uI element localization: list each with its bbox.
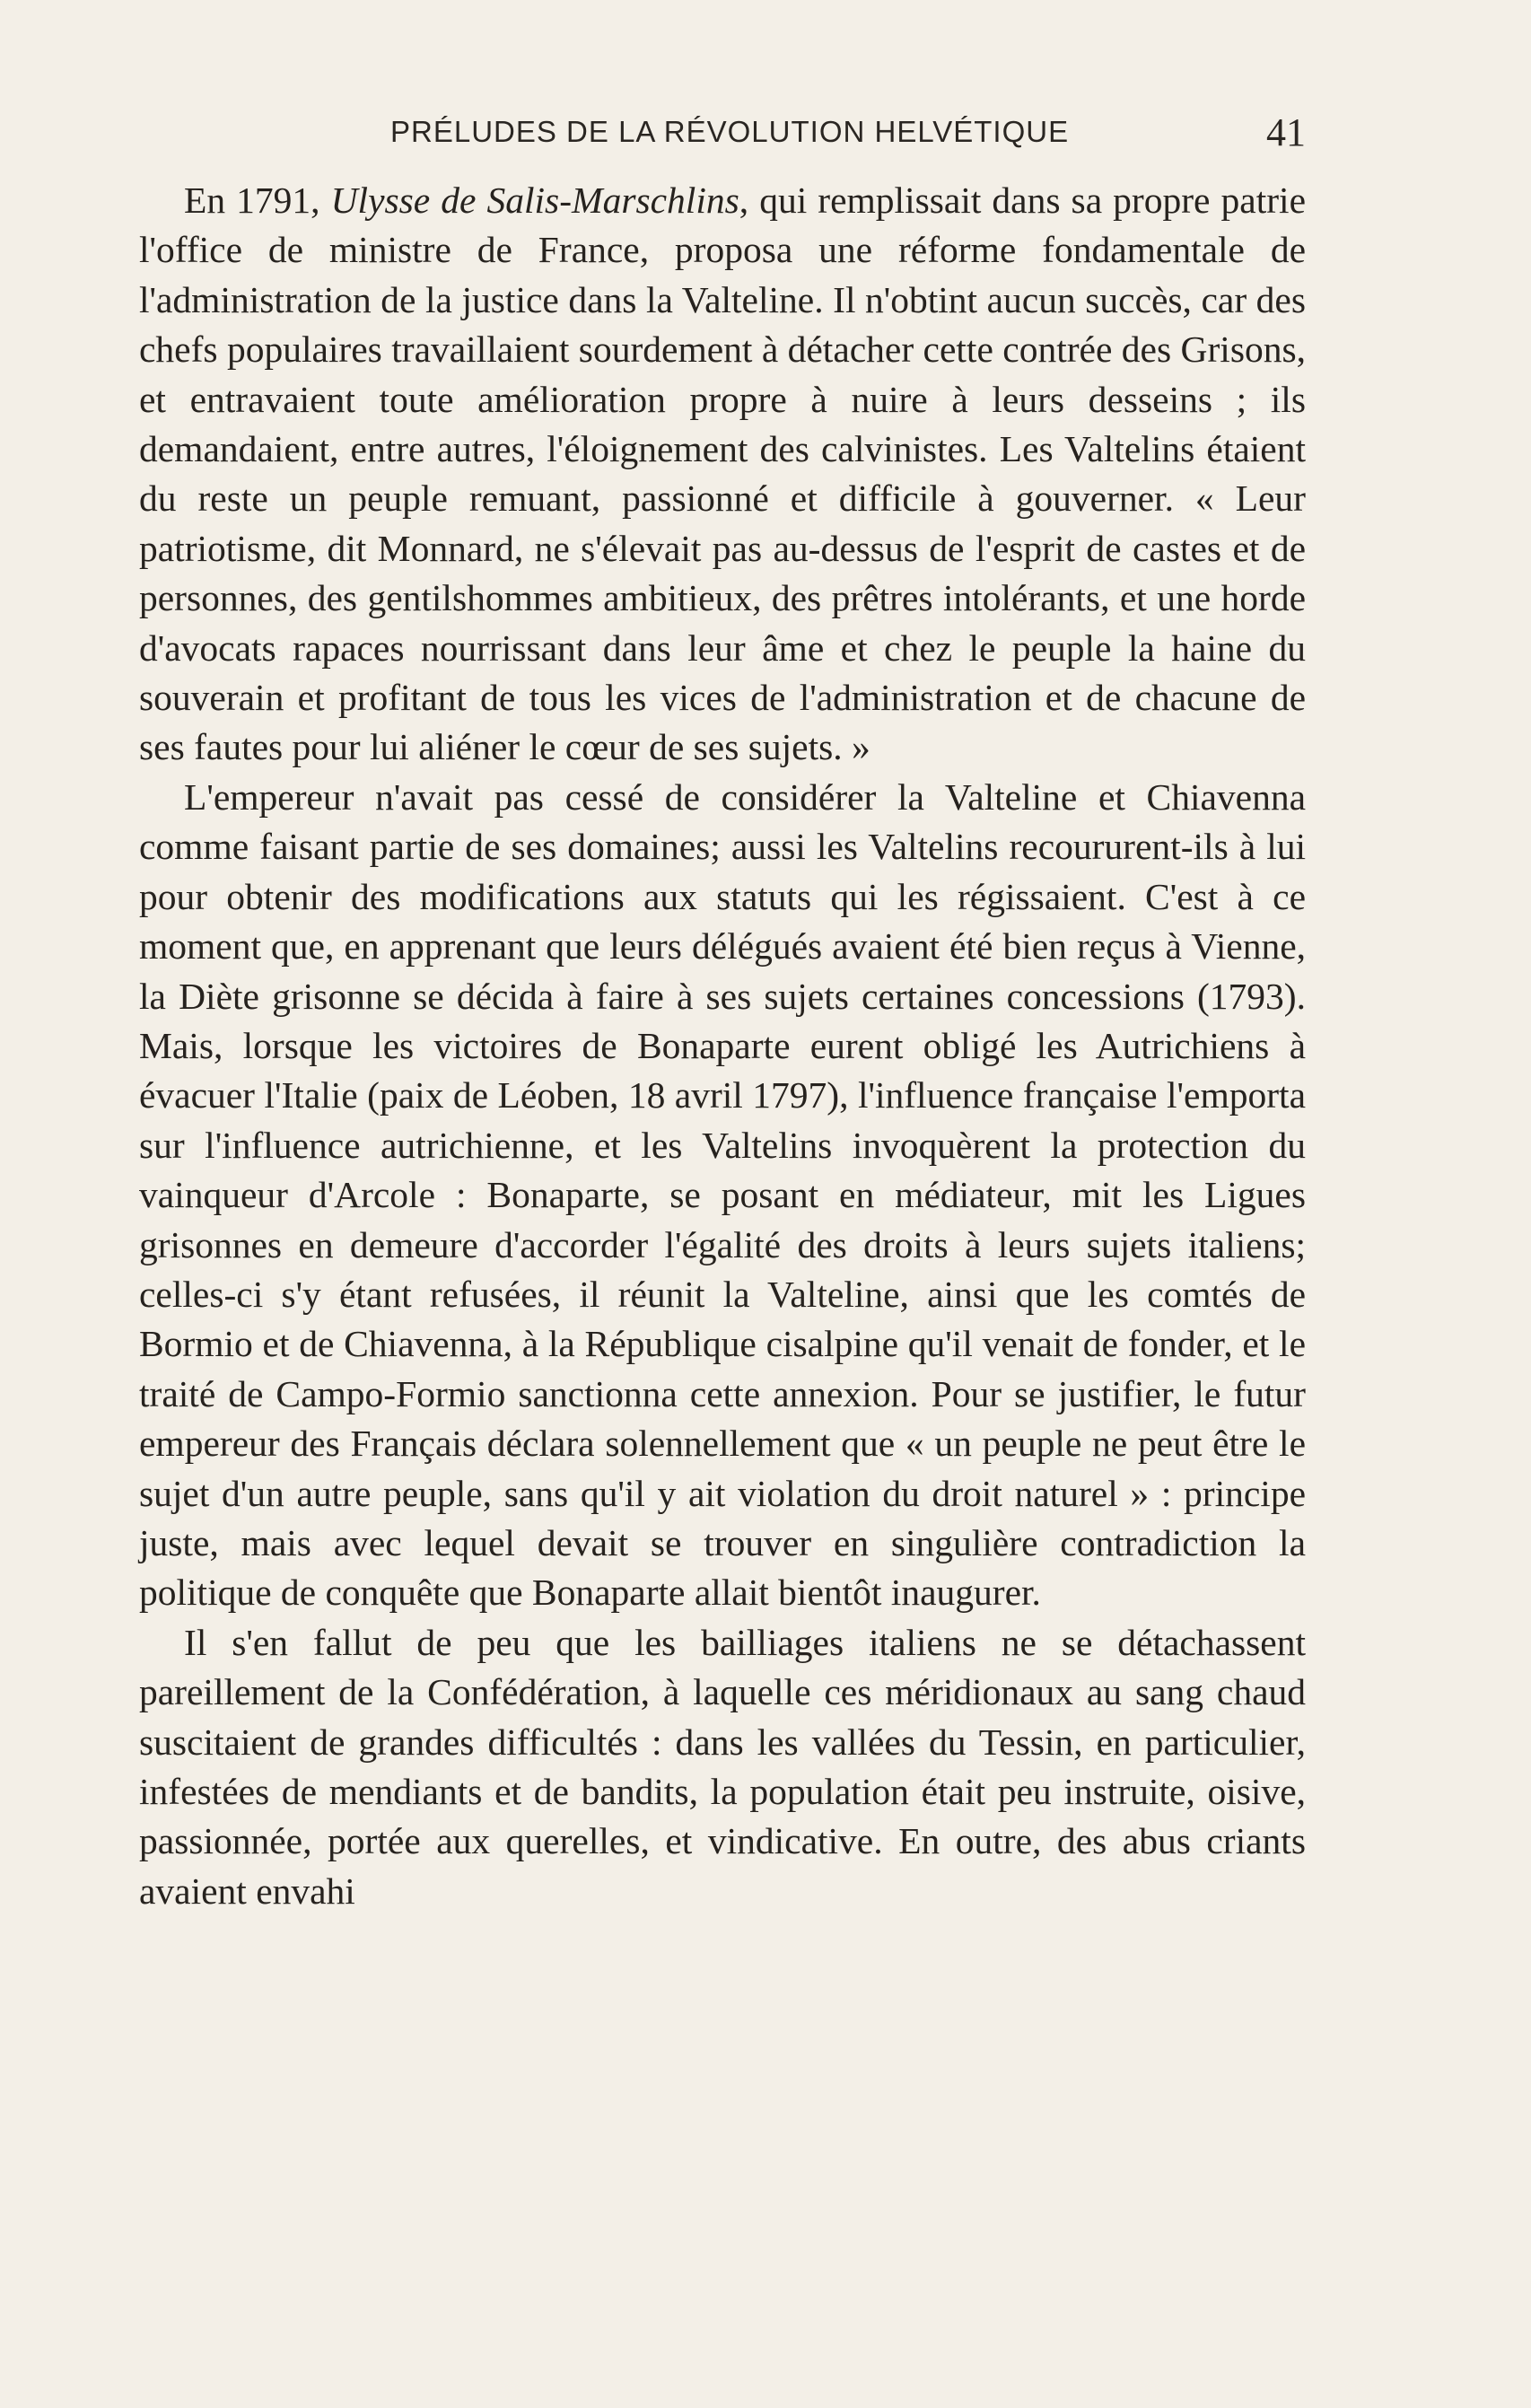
paragraph-3: Il s'en fallut de peu que les bailliages italiens ne se détachassent pareillement de la Confédération, à laquelle ces méridionaux au sang chaud suscitaient de grandes difficultés : dans les vallées du Tessin, en particulier, infestées de mendiants et de bandits, la population était peu instruite, oisive, passionnée, portée aux querelles, et vindicative. En outre, des abus criants avaient envahi: [139, 1621, 1306, 1912]
page-number: 41: [1266, 110, 1306, 154]
running-title: PRÉLUDES DE LA RÉVOLUTION HELVÉTIQUE: [390, 115, 1070, 148]
body-text: [139, 176, 1306, 1916]
person-name: Ulysse de Salis-Marschlins: [330, 180, 739, 221]
book-page: [139, 0, 1306, 2408]
paragraph-1-text: , qui remplissait dans sa propre patrie l'office de ministre de France, proposa une réforme fondamentale de l'administration de la justice dans la Valteline. Il n'obtint aucun succès, car des chefs populaires travaillaient sourdement à détacher cette contrée des Grisons, et entravaient toute amélioration propre à nuire à leurs desseins ; ils demandaient, entre autres, l'éloignement des calvinistes. Les Valtelins étaient du reste un peuple remuant, passionné et difficile à gouverner. « Leur patriotisme, dit Monnard, ne s'élevait pas au-dessus de l'esprit de castes et de personnes, des gentilshommes ambitieux, des prêtres intolérants, et une horde d'avocats rapaces nourrissant dans leur âme et chez le peuple la haine du souverain et profitant de tous les vices de l'administration et de chacune de ses fautes pour lui aliéner le cœur de ses sujets. »: [139, 180, 1306, 768]
paragraph-2: L'empereur n'avait pas cessé de considérer la Valteline et Chiavenna comme faisant partie de ses domaines; aussi les Valtelins recoururent-ils à lui pour obtenir des modifications aux statuts qui les régissaient. C'est à ce moment que, en apprenant que leurs délégués avaient été bien reçus à Vienne, la Diète grisonne se décida à faire à ses sujets certaines concessions (1793). Mais, lorsque les victoires de Bonaparte eurent obligé les Autrichiens à évacuer l'Italie (paix de Léoben, 18 avril 1797), l'influence française l'emporta sur l'influence autrichienne, et les Valtelins invoquèrent la protection du vainqueur d'Arcole : Bonaparte, se posant en médiateur, mit les Ligues grisonnes en demeure d'accorder l'égalité des droits à leurs sujets italiens; celles-ci s'y étant refusées, il réunit la Valteline, ainsi que les comtés de Bormio et de Chiavenna, à la République cisalpine qu'il venait de fonder, et le traité de Campo-Formio sanctionna cette annexion. Pour se justifier, le futur empereur des Français déclara solennellement que « un peuple ne peut être le sujet d'un autre peuple, sans qu'il y ait violation du droit naturel » : principe juste, mais avec lequel devait se trouver en singulière contradiction la politique de conquête que Bonaparte allait bientôt inaugurer.: [139, 775, 1306, 1614]
running-head: [139, 110, 1306, 160]
paragraph-1: [139, 176, 1306, 773]
paragraph-1-lead: En 1791,: [184, 180, 331, 221]
